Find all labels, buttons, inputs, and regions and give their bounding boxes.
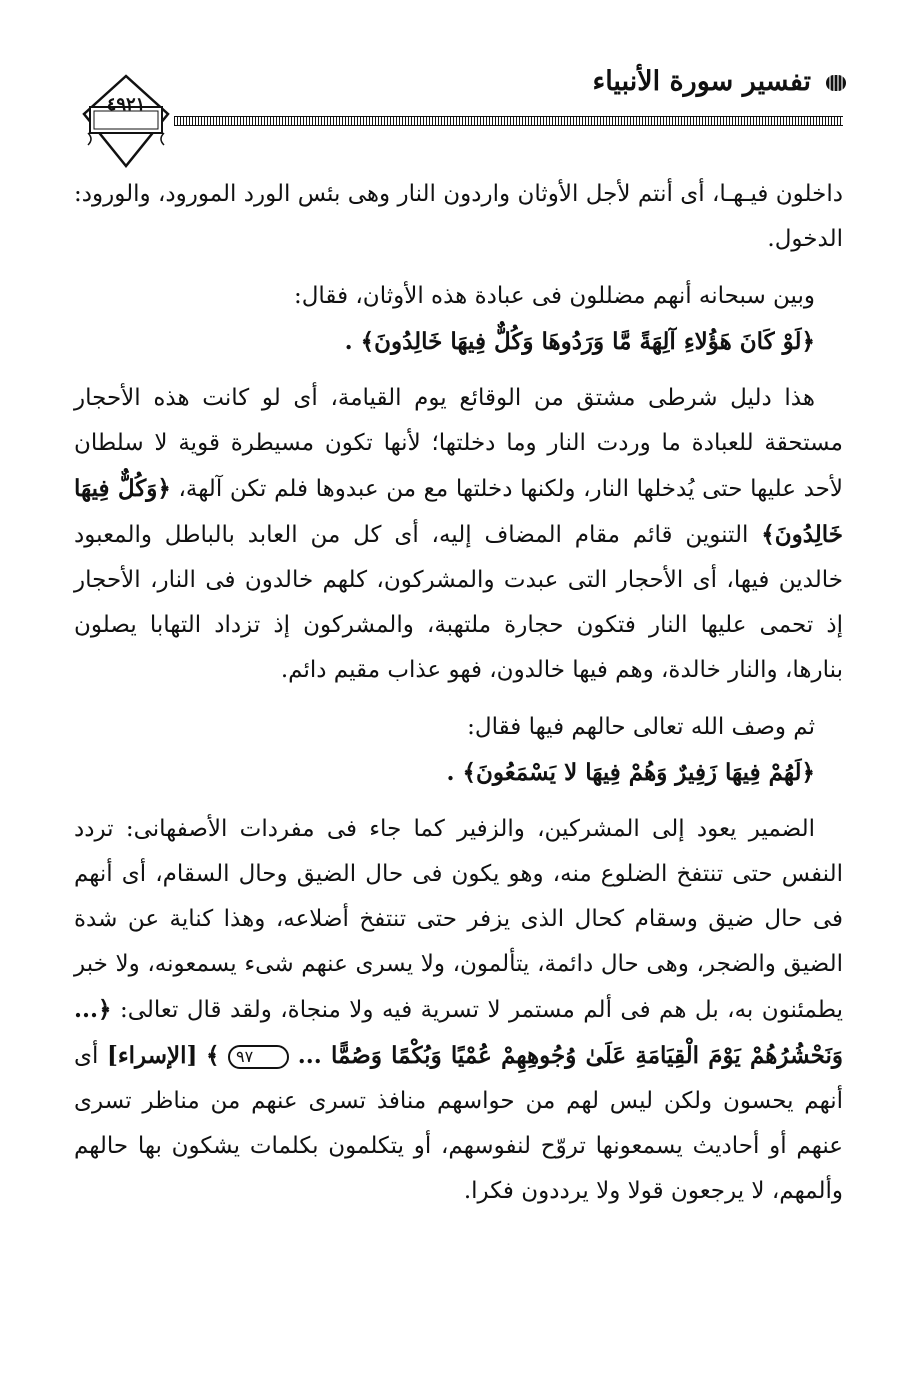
verse-bracket: ﴾	[205, 1042, 220, 1069]
quran-verse-inline: ﴿... وَنَحْشُرُهُمْ يَوْمَ الْقِيَامَةِ عَلَىٰ وُجُوهِهِمْ عُمْيًا وَبُكْمًا وَصُمًّا ...	[74, 996, 843, 1069]
page-number-badge	[78, 74, 174, 170]
paragraph: وبين سبحانه أنهم مضللون فى عبادة هذه الأوثان، فقال:	[293, 283, 815, 309]
paragraph-text: التنوين قائم مقام المضاف إليه، أى كل من العابد بالباطل والمعبود خالدين فيها، أى الأحجار التى عبدت والمشركون، كلهم خالدون فى النار، الأحجار إذ تحمى عليها النار فتكون حجارة ملتهبة، والمشركون إذ تزداد التهابا يصلون بنارها، والنار خالدة، وهم فيها خالدون، فهو عذاب مقيم دائم.	[74, 522, 843, 683]
paragraph: داخلون فيـهـا، أى أنتم لأجل الأوثان واردون النار وهى بئس الورد المورود، والورود: الدخول.	[74, 181, 843, 252]
paragraph-text: الضمير يعود إلى المشركين، والزفير كما جاء فى مفردات الأصفهانى: تردد النفس حتى تنتفخ الضلوع منه، وهو يكون فى حال الضيق وحال السقام، أى أنهم فى حال ضيق وسقام كحال الذى يزفر حتى تنتفخ أضلاعه، وهذا كناية عن شدة الضيق والضجر، وهى حال دائمة، يتألمون، ولا يسرى عنهم شىء يسمعونه، ولا خبر يطمئنون به، بل هم فى ألم مستمر لا تسرية فيه ولا منجاة، ولقد قال تعالى:	[74, 816, 843, 1023]
page-header	[78, 60, 849, 170]
paragraph	[74, 376, 843, 693]
quran-verse-inline: ﴿وَكُلٌّ فِيهَا خَالِدُونَ﴾	[74, 475, 844, 548]
header-rule	[174, 116, 843, 126]
paragraph-text: هذا دليل شرطى مشتق من الوقائع يوم القيامة، أى لو كانت هذه الأحجار مستحقة للعبادة ما وردت النار وما دخلتها؛ لأنها تكون مسيطرة قوية لا سلطان لأحد عليها حتى يُدخلها النار، ولكنها دخلتها مع من عبدوها فلم تكن آلهة،	[74, 385, 843, 502]
paragraph	[74, 807, 843, 1214]
ornament-icon	[823, 72, 849, 94]
paragraph: ثم وصف الله تعالى حالهم فيها فقال:	[467, 714, 815, 740]
paragraph-text: أى أنهم يحسون ولكن ليس لهم من حواسهم منافذ تسرى عنهم من مناظر تسرى عنهم أو أحاديث يسمعونها تروّح لنفوسهم، أو يتكلمون بكلمات يشكون بها حالهم وألمهم، لا يرجعون قولا ولا يرددون فكرا.	[74, 1043, 843, 1204]
page-body	[74, 172, 843, 1214]
page-number: ٤٩٢١	[106, 94, 146, 115]
verse-number: ٩٧	[228, 1045, 289, 1069]
surah-reference: [الإسراء]	[106, 1042, 198, 1069]
quran-verse: ﴿لَهُمْ فِيهَا زَفِيرٌ وَهُمْ فِيهَا لا يَسْمَعُونَ﴾ .	[446, 759, 815, 786]
quran-verse: ﴿لَوْ كَانَ هَؤُلاءِ آلِهَةً مَّا وَرَدُوهَا وَكُلٌّ فِيهَا خَالِدُونَ﴾ .	[344, 328, 815, 355]
running-title: تفسير سورة الأنبياء	[592, 66, 811, 97]
